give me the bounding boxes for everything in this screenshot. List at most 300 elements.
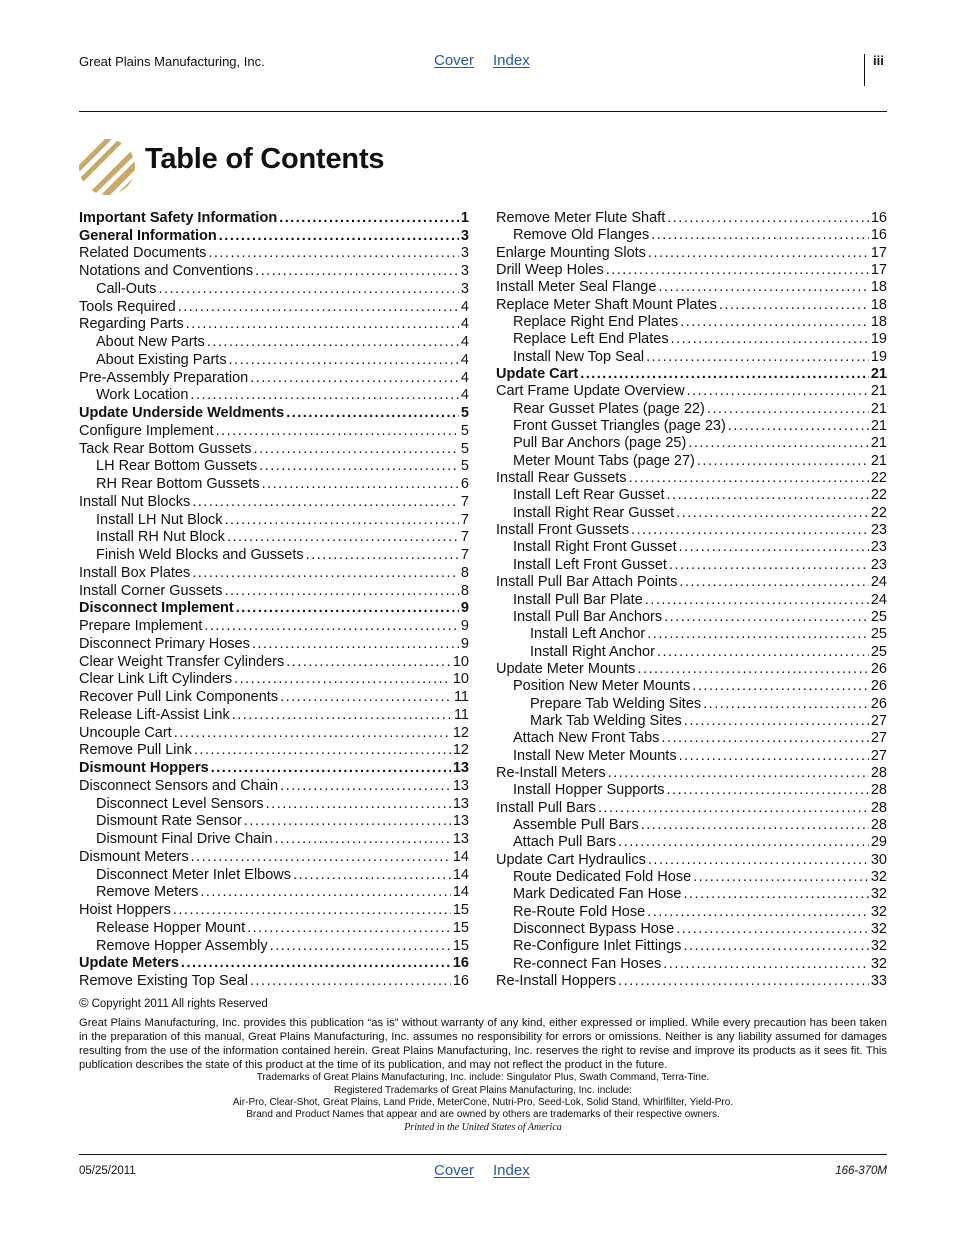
toc-entry[interactable]	[496, 800, 887, 817]
toc-leader-dots	[207, 334, 459, 351]
footer-cover-link[interactable]: Cover	[434, 1162, 475, 1179]
toc-entry-label: Re-Route Fold Hose	[513, 904, 646, 920]
toc-leader-dots	[679, 574, 869, 591]
toc-leader-dots	[227, 529, 459, 546]
toc-leader-dots	[637, 661, 868, 678]
toc-entry-page: 21	[870, 401, 887, 417]
toc-entry-page: 32	[870, 938, 887, 954]
toc-entry-label: Install RH Nut Block	[96, 529, 225, 545]
toc-entry-page: 26	[870, 661, 887, 677]
toc-entry[interactable]	[513, 748, 887, 765]
toc-leader-dots	[244, 813, 451, 830]
toc-entry-page: 1	[460, 210, 469, 226]
toc-entry[interactable]	[496, 297, 887, 314]
toc-entry-page: 21	[870, 366, 887, 382]
toc-entry-label: Finish Weld Blocks and Gussets	[96, 547, 304, 563]
toc-entry-label: Disconnect Bypass Hose	[513, 921, 675, 937]
toc-entry[interactable]	[96, 334, 469, 351]
toc-entry-label: Install LH Nut Block	[96, 512, 223, 528]
toc-leader-dots	[687, 383, 869, 400]
toc-entry[interactable]	[513, 539, 887, 556]
toc-entry[interactable]	[513, 401, 887, 418]
toc-entry[interactable]	[513, 730, 887, 747]
toc-entry-page: 23	[870, 522, 887, 538]
toc-entry-label: Install Corner Gussets	[79, 583, 223, 599]
toc-entry[interactable]	[79, 263, 469, 280]
toc-leader-dots	[255, 263, 459, 280]
toc-entry[interactable]	[96, 512, 469, 529]
toc-entry[interactable]	[79, 707, 469, 724]
page-number: iii	[873, 53, 884, 68]
toc-entry-label: Replace Left End Plates	[513, 331, 669, 347]
toc-entry[interactable]	[79, 600, 469, 617]
toc-entry-page: 3	[460, 245, 469, 261]
toc-entry-label: Regarding Parts	[79, 316, 184, 332]
toc-entry[interactable]	[496, 470, 887, 487]
toc-entry-page: 25	[870, 644, 887, 660]
toc-entry-label: Drill Weep Holes	[496, 262, 604, 278]
toc-entry-label: Mark Tab Welding Sites	[530, 713, 682, 729]
toc-entry[interactable]	[79, 654, 469, 671]
toc-entry-page: 30	[870, 852, 887, 868]
toc-leader-dots	[192, 565, 459, 582]
toc-entry[interactable]	[513, 904, 887, 921]
toc-entry-label: Release Hopper Mount	[96, 920, 246, 936]
printed-in-line: Printed in the United States of America	[404, 1122, 562, 1133]
toc-leader-dots	[192, 494, 459, 511]
toc-entry-page: 3	[460, 228, 469, 244]
toc-entry-page: 28	[870, 782, 887, 798]
toc-entry-page: 15	[452, 902, 469, 918]
toc-entry[interactable]	[513, 886, 887, 903]
toc-entry[interactable]	[96, 920, 469, 937]
toc-entry-label: Remove Old Flanges	[513, 227, 650, 243]
toc-entry-label: Re-connect Fan Hoses	[513, 956, 662, 972]
header-cover-link[interactable]: Cover	[434, 52, 475, 69]
toc-entry-page: 24	[870, 574, 887, 590]
toc-leader-dots	[667, 487, 869, 504]
toc-leader-dots	[173, 902, 451, 919]
toc-leader-dots	[279, 210, 459, 227]
toc-entry[interactable]	[513, 609, 887, 626]
page-number-divider	[864, 54, 865, 86]
toc-entry-page: 9	[460, 600, 469, 616]
toc-entry[interactable]	[530, 713, 887, 730]
toc-entry-label: Enlarge Mounting Slots	[496, 245, 646, 261]
toc-entry[interactable]	[513, 435, 887, 452]
toc-entry[interactable]	[513, 817, 887, 834]
toc-leader-dots	[629, 470, 869, 487]
toc-entry[interactable]	[79, 583, 469, 600]
toc-leader-dots	[266, 796, 451, 813]
toc-entry-label: Configure Implement	[79, 423, 214, 439]
toc-leader-dots	[190, 387, 459, 404]
toc-leader-dots	[280, 689, 452, 706]
toc-entry[interactable]	[513, 921, 887, 938]
toc-entry[interactable]	[513, 782, 887, 799]
toc-entry-page: 22	[870, 470, 887, 486]
toc-leader-dots	[648, 852, 869, 869]
toc-entry[interactable]	[513, 592, 887, 609]
toc-entry[interactable]	[513, 938, 887, 955]
toc-entry[interactable]	[79, 671, 469, 688]
toc-entry-label: Install Pull Bar Anchors	[513, 609, 663, 625]
toc-entry[interactable]	[96, 458, 469, 475]
toc-entry-label: Route Dedicated Fold Hose	[513, 869, 692, 885]
toc-entry[interactable]	[96, 387, 469, 404]
toc-entry-page: 10	[452, 671, 469, 687]
toc-entry-page: 7	[460, 529, 469, 545]
toc-entry-page: 5	[460, 441, 469, 457]
toc-leader-dots	[671, 331, 869, 348]
toc-leader-dots	[606, 262, 869, 279]
toc-entry-label: Cart Frame Update Overview	[496, 383, 685, 399]
toc-leader-dots	[688, 435, 869, 452]
toc-entry[interactable]	[496, 522, 887, 539]
toc-leader-dots	[306, 547, 459, 564]
toc-leader-dots	[224, 583, 458, 600]
toc-entry[interactable]	[79, 228, 469, 245]
toc-entry[interactable]	[496, 383, 887, 400]
toc-entry-label: Remove Existing Top Seal	[79, 973, 248, 989]
disclaimer-paragraph: Great Plains Manufacturing, Inc. provides this publication “as is” without warranty of any kind, either expressed or implied. While every precaution has been taken in the preparation of this manual, Great Plains Manufacturing, Inc. assumes no responsibility for errors or omissions. Neither is any liability assumed for damages resulting from the use of the information contained herein. Great Plains Manufacturing, Inc. reserves the right to revise and improve its products as it sees fit. This publication describes the state of this product at the time of its publication, and may not reflect the product in the future.	[79, 1017, 887, 1071]
toc-entry-page: 23	[870, 557, 887, 573]
toc-entry-page: 32	[870, 904, 887, 920]
toc-entry-label: Dismount Final Drive Chain	[96, 831, 273, 847]
toc-leader-dots	[262, 476, 459, 493]
toc-entry-label: Re-Install Meters	[496, 765, 606, 781]
toc-leader-dots	[250, 973, 451, 990]
toc-entry-label: Related Documents	[79, 245, 207, 261]
toc-entry-page: 4	[460, 299, 469, 315]
toc-entry-page: 27	[870, 748, 887, 764]
toc-entry-label: Install Nut Blocks	[79, 494, 191, 510]
toc-entry-page: 26	[870, 678, 887, 694]
toc-leader-dots	[728, 418, 869, 435]
toc-entry-label: Tools Required	[79, 299, 176, 315]
toc-entry[interactable]	[79, 494, 469, 511]
toc-entry[interactable]	[496, 262, 887, 279]
toc-entry[interactable]	[96, 352, 469, 369]
toc-entry-page: 10	[452, 654, 469, 670]
toc-entry[interactable]	[79, 441, 469, 458]
toc-leader-dots	[186, 316, 459, 333]
toc-leader-dots	[225, 512, 459, 529]
toc-entry-page: 5	[460, 458, 469, 474]
toc-entry-label: Dismount Rate Sensor	[96, 813, 242, 829]
toc-entry[interactable]	[79, 618, 469, 635]
toc-leader-dots	[693, 869, 869, 886]
toc-leader-dots	[697, 453, 869, 470]
toc-leader-dots	[598, 800, 869, 817]
toc-leader-dots	[208, 245, 459, 262]
footer-rule	[79, 1154, 887, 1155]
toc-entry[interactable]	[496, 765, 887, 782]
toc-entry-page: 18	[870, 297, 887, 313]
toc-leader-dots	[191, 849, 451, 866]
toc-entry-label: Install Pull Bars	[496, 800, 596, 816]
toc-entry-label: Disconnect Implement	[79, 600, 234, 616]
toc-leader-dots	[669, 557, 869, 574]
toc-entry[interactable]	[513, 331, 887, 348]
toc-entry-page: 14	[452, 884, 469, 900]
toc-leader-dots	[719, 297, 869, 314]
footer-index-link[interactable]: Index	[493, 1162, 530, 1179]
toc-entry[interactable]	[513, 418, 887, 435]
toc-entry[interactable]	[513, 956, 887, 973]
toc-leader-dots	[692, 678, 869, 695]
toc-entry[interactable]	[496, 852, 887, 869]
toc-leader-dots	[679, 539, 869, 556]
toc-entry-page: 32	[870, 869, 887, 885]
toc-entry[interactable]	[79, 742, 469, 759]
toc-leader-dots	[200, 884, 451, 901]
toc-entry-label: Update Meter Mounts	[496, 661, 636, 677]
toc-entry-page: 3	[460, 263, 469, 279]
toc-leader-dots	[229, 352, 459, 369]
toc-entry-label: About Existing Parts	[96, 352, 227, 368]
toc-entry-label: Attach Pull Bars	[513, 834, 617, 850]
toc-entry-page: 25	[870, 626, 887, 642]
toc-entry[interactable]	[79, 849, 469, 866]
toc-entry-page: 22	[870, 487, 887, 503]
toc-entry[interactable]	[79, 902, 469, 919]
toc-entry[interactable]	[79, 245, 469, 262]
toc-entry-page: 19	[870, 331, 887, 347]
toc-entry-page: 32	[870, 956, 887, 972]
toc-leader-dots	[252, 636, 459, 653]
toc-entry-label: Install Front Gussets	[496, 522, 629, 538]
toc-entry-label: Work Location	[96, 387, 189, 403]
toc-entry-page: 12	[452, 742, 469, 758]
toc-leader-dots	[651, 227, 869, 244]
toc-entry-label: Assemble Pull Bars	[513, 817, 639, 833]
toc-entry-label: Disconnect Meter Inlet Elbows	[96, 867, 292, 883]
toc-entry-label: Install New Meter Mounts	[513, 748, 677, 764]
toc-entry[interactable]	[79, 689, 469, 706]
toc-leader-dots	[174, 725, 451, 742]
toc-entry-page: 16	[870, 227, 887, 243]
toc-entry[interactable]	[79, 973, 469, 990]
toc-entry-page: 9	[460, 636, 469, 652]
toc-entry-page: 7	[460, 494, 469, 510]
toc-entry-page: 7	[460, 547, 469, 563]
toc-entry[interactable]	[530, 644, 887, 661]
toc-entry-page: 9	[460, 618, 469, 634]
toc-entry-page: 4	[460, 387, 469, 403]
toc-entry-page: 4	[460, 352, 469, 368]
toc-entry-label: Install Hopper Supports	[513, 782, 665, 798]
toc-leader-dots	[158, 281, 458, 298]
toc-entry[interactable]	[96, 476, 469, 493]
toc-entry-label: Replace Meter Shaft Mount Plates	[496, 297, 717, 313]
toc-entry-label: Hoist Hoppers	[79, 902, 171, 918]
toc-entry-page: 21	[870, 435, 887, 451]
toc-entry[interactable]	[513, 227, 887, 244]
toc-leader-dots	[657, 644, 869, 661]
toc-entry-label: Release Lift-Assist Link	[79, 707, 230, 723]
toc-entry[interactable]	[496, 245, 887, 262]
toc-entry[interactable]	[513, 453, 887, 470]
toc-entry-label: Update Underside Weldments	[79, 405, 285, 421]
toc-entry[interactable]	[513, 314, 887, 331]
toc-entry-page: 21	[870, 418, 887, 434]
great-plains-logo-icon	[79, 139, 135, 195]
toc-entry-label: Prepare Implement	[79, 618, 203, 634]
toc-entry[interactable]	[496, 210, 887, 227]
toc-leader-dots	[647, 626, 869, 643]
toc-entry[interactable]	[96, 867, 469, 884]
toc-entry-label: Remove Pull Link	[79, 742, 192, 758]
footer-date: 05/25/2011	[79, 1165, 136, 1177]
toc-entry[interactable]	[513, 505, 887, 522]
toc-entry-label: RH Rear Bottom Gussets	[96, 476, 260, 492]
toc-leader-dots	[631, 522, 869, 539]
toc-entry-label: Install Box Plates	[79, 565, 191, 581]
toc-entry-label: Install Meter Seal Flange	[496, 279, 657, 295]
trademark-line: Registered Trademarks of Great Plains Manufacturing, Inc. include:	[334, 1085, 632, 1096]
toc-entry-page: 16	[452, 973, 469, 989]
toc-entry[interactable]	[79, 299, 469, 316]
toc-entry-page: 18	[870, 314, 887, 330]
toc-entry[interactable]	[513, 349, 887, 366]
toc-entry-label: Pre-Assembly Preparation	[79, 370, 249, 386]
toc-entry[interactable]	[496, 973, 887, 990]
toc-entry[interactable]	[79, 370, 469, 387]
toc-entry[interactable]	[79, 955, 469, 972]
toc-entry[interactable]	[79, 210, 469, 227]
toc-leader-dots	[194, 742, 451, 759]
toc-entry-page: 19	[870, 349, 887, 365]
header-index-link[interactable]: Index	[493, 52, 530, 69]
toc-entry[interactable]	[530, 626, 887, 643]
toc-leader-dots	[683, 886, 868, 903]
toc-leader-dots	[216, 423, 459, 440]
toc-entry[interactable]	[79, 405, 469, 422]
toc-leader-dots	[707, 401, 869, 418]
toc-entry-label: Replace Right End Plates	[513, 314, 679, 330]
trademark-line: Air-Pro, Clear-Shot, Great Plains, Land Pride, MeterCone, Nutri-Pro, Seed-Lok, Solid Stand, Whirlfilter, Yield-Pro.	[232, 1097, 734, 1108]
toc-entry-label: Mark Dedicated Fan Hose	[513, 886, 682, 902]
toc-entry-page: 14	[452, 867, 469, 883]
toc-entry-page: 14	[452, 849, 469, 865]
toc-entry[interactable]	[79, 423, 469, 440]
toc-entry-label: About New Parts	[96, 334, 205, 350]
toc-leader-dots	[680, 314, 869, 331]
toc-leader-dots	[663, 956, 869, 973]
toc-entry-label: Update Meters	[79, 955, 179, 971]
toc-entry-label: Rear Gusset Plates (page 22)	[513, 401, 705, 417]
toc-leader-dots	[219, 228, 459, 245]
toc-entry[interactable]	[79, 760, 469, 777]
toc-leader-dots	[181, 955, 451, 972]
toc-leader-dots	[204, 618, 459, 635]
toc-entry-label: Meter Mount Tabs (page 27)	[513, 453, 695, 469]
toc-entry[interactable]	[496, 574, 887, 591]
toc-entry[interactable]	[96, 831, 469, 848]
toc-entry-page: 13	[452, 760, 469, 776]
toc-entry-label: Notations and Conventions	[79, 263, 254, 279]
toc-entry[interactable]	[96, 281, 469, 298]
toc-entry[interactable]	[79, 778, 469, 795]
toc-entry[interactable]	[79, 725, 469, 742]
toc-entry[interactable]	[513, 834, 887, 851]
toc-entry-label: Recover Pull Link Components	[79, 689, 279, 705]
toc-entry-page: 18	[870, 279, 887, 295]
toc-entry-label: Remove Meters	[96, 884, 199, 900]
toc-entry[interactable]	[496, 279, 887, 296]
toc-entry-label: Remove Hopper Assembly	[96, 938, 268, 954]
toc-entry-page: 27	[870, 713, 887, 729]
toc-leader-dots	[667, 782, 869, 799]
copyright-text: Copyright 2011 All rights Reserved	[91, 998, 268, 1010]
toc-entry[interactable]	[530, 696, 887, 713]
toc-leader-dots	[658, 279, 868, 296]
toc-entry[interactable]	[513, 487, 887, 504]
toc-entry-label: Install Left Front Gusset	[513, 557, 667, 573]
toc-entry[interactable]	[96, 796, 469, 813]
toc-leader-dots	[250, 370, 459, 387]
toc-entry[interactable]	[96, 813, 469, 830]
toc-entry[interactable]	[513, 869, 887, 886]
toc-leader-dots	[641, 817, 869, 834]
header-company: Great Plains Manufacturing, Inc.	[79, 54, 265, 69]
toc-entry-label: Position New Meter Mounts	[513, 678, 691, 694]
toc-entry-label: Install Right Anchor	[530, 644, 655, 660]
toc-leader-dots	[178, 299, 459, 316]
toc-leader-dots	[270, 938, 451, 955]
toc-leader-dots	[646, 349, 869, 366]
header-rule	[79, 111, 887, 112]
toc-entry-label: Front Gusset Triangles (page 23)	[513, 418, 726, 434]
toc-leader-dots	[645, 592, 869, 609]
toc-entry-page: 8	[460, 565, 469, 581]
toc-leader-dots	[280, 778, 451, 795]
toc-entry-page: 16	[452, 955, 469, 971]
toc-entry-page: 21	[870, 453, 887, 469]
toc-entry-page: 28	[870, 800, 887, 816]
toc-entry-page: 4	[460, 370, 469, 386]
toc-entry[interactable]	[79, 316, 469, 333]
toc-entry-page: 11	[453, 689, 469, 705]
toc-entry[interactable]	[513, 678, 887, 695]
toc-entry[interactable]	[96, 529, 469, 546]
toc-leader-dots	[608, 765, 869, 782]
toc-leader-dots	[618, 834, 869, 851]
toc-entry-page: 4	[460, 334, 469, 350]
toc-entry-page: 22	[870, 505, 887, 521]
toc-entry[interactable]	[96, 547, 469, 564]
toc-leader-dots	[676, 921, 869, 938]
toc-entry-label: Tack Rear Bottom Gussets	[79, 441, 252, 457]
toc-entry-label: Remove Meter Flute Shaft	[496, 210, 666, 226]
toc-entry-page: 15	[452, 920, 469, 936]
toc-entry[interactable]	[513, 557, 887, 574]
toc-leader-dots	[684, 713, 869, 730]
toc-entry[interactable]	[496, 366, 887, 383]
toc-leader-dots	[286, 654, 451, 671]
toc-entry[interactable]	[79, 565, 469, 582]
toc-entry[interactable]	[96, 884, 469, 901]
toc-leader-dots	[648, 245, 869, 262]
toc-leader-dots	[232, 707, 452, 724]
toc-entry-page: 15	[452, 938, 469, 954]
toc-entry-label: Update Cart	[496, 366, 579, 382]
toc-entry[interactable]	[496, 661, 887, 678]
toc-entry[interactable]	[96, 938, 469, 955]
toc-entry[interactable]	[79, 636, 469, 653]
toc-entry-label: Pull Bar Anchors (page 25)	[513, 435, 687, 451]
